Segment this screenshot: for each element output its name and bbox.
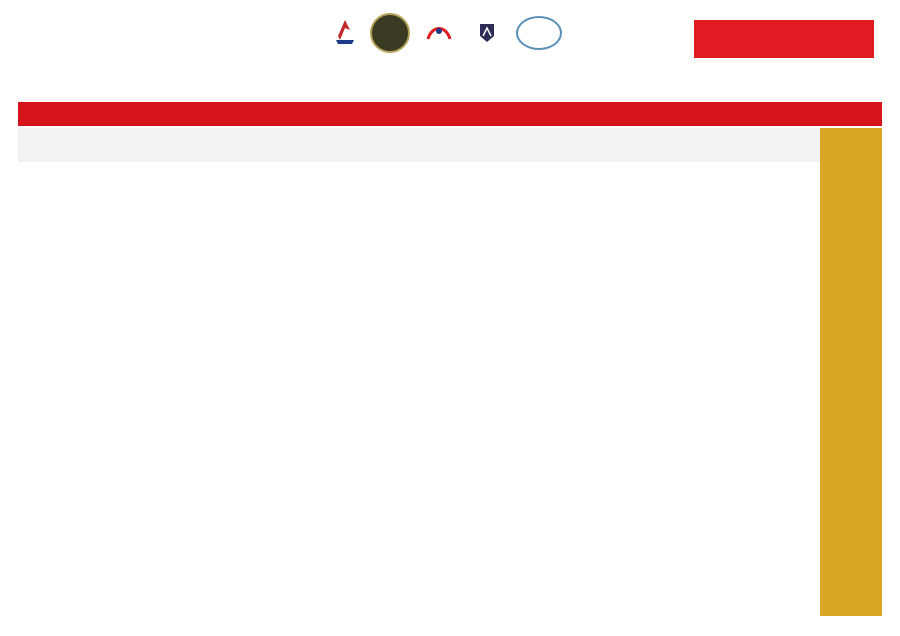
spga-logo <box>370 13 410 53</box>
event-banner <box>18 102 882 126</box>
header-time <box>820 128 882 162</box>
sat-logo <box>420 11 458 55</box>
cut-off-badge <box>694 20 874 58</box>
time-column-bg <box>820 162 882 616</box>
nsdf-logo <box>330 11 360 55</box>
alpine-logo <box>468 11 506 55</box>
zen-logo <box>516 16 562 50</box>
table-header <box>18 128 882 162</box>
sponsor-logos <box>330 10 562 56</box>
